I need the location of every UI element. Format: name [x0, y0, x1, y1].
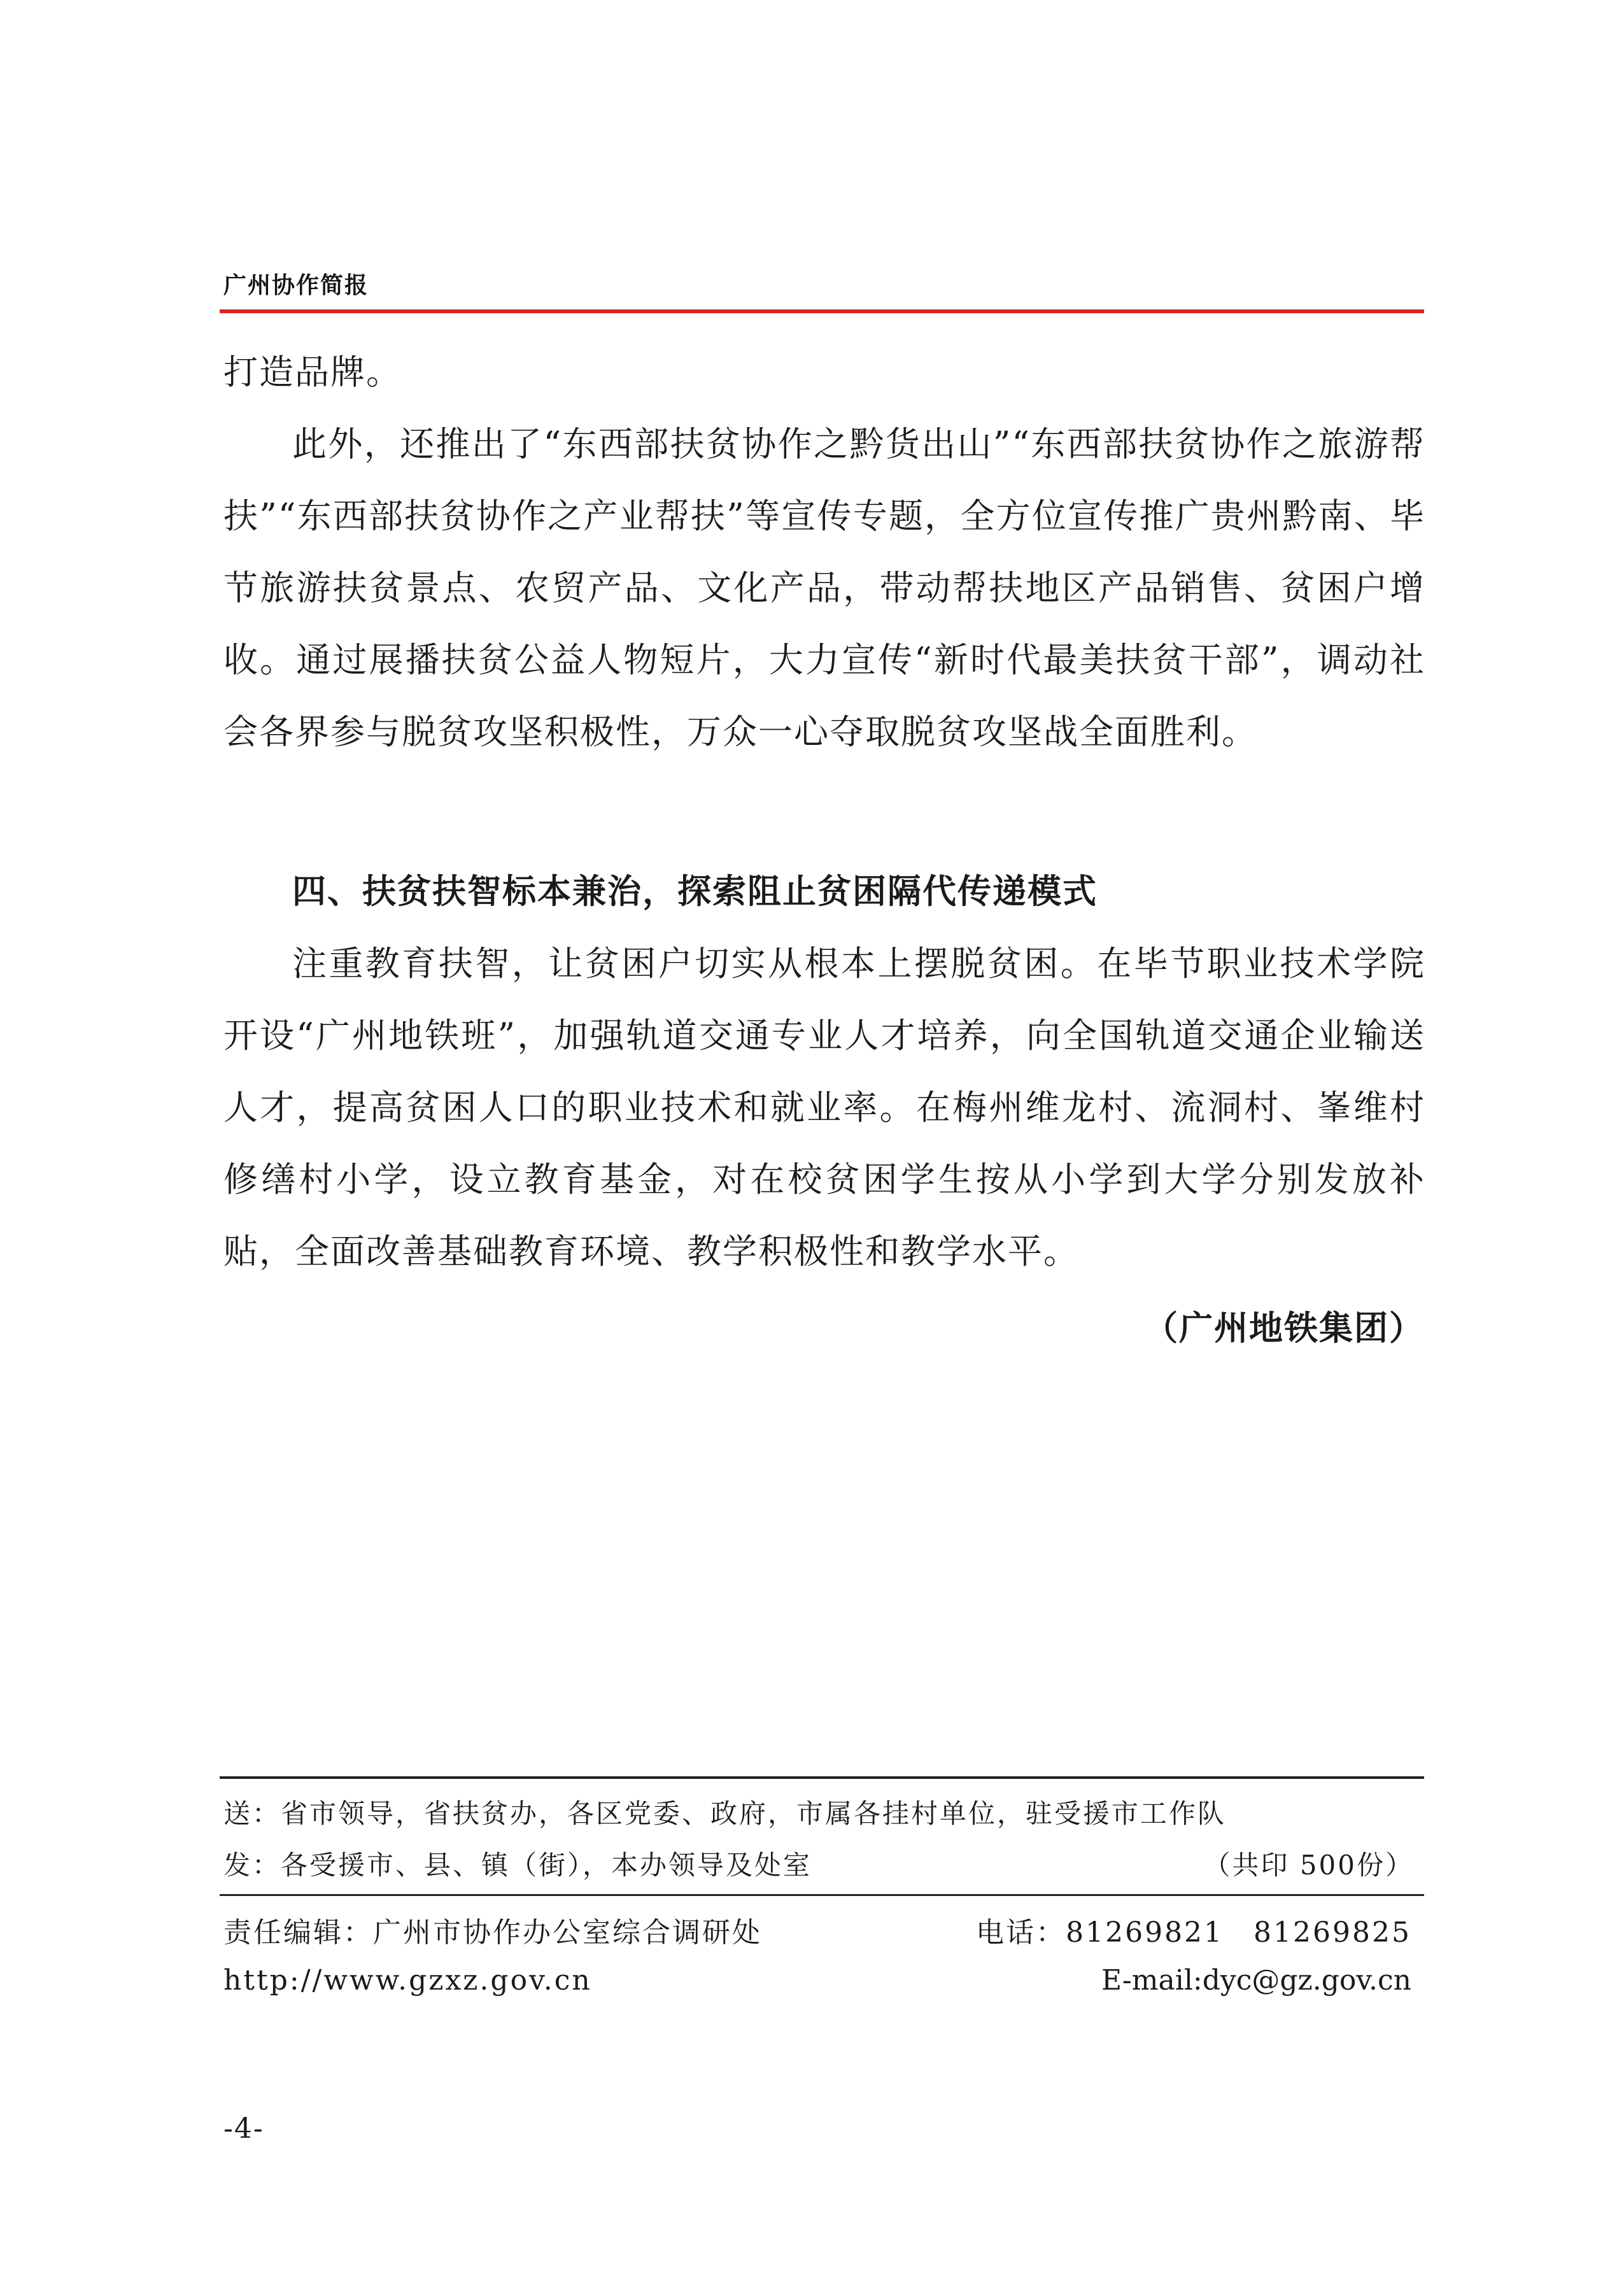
footer-distribute-to: 发：各受援市、县、镇（街），本办领导及处室	[223, 1850, 812, 1881]
section-heading-4: 四、扶贫扶智标本兼治，探索阻止贫困隔代传递模式	[292, 872, 1098, 911]
paragraph-continuation: 打造品牌。	[223, 352, 402, 392]
footer-editor: 责任编辑：广州市协作办公室综合调研处	[223, 1916, 762, 1949]
paragraph-publicity: 此外，还推出了“东西部扶贫协作之黔货出山”“东西部扶贫协作之旅游帮扶”“东西部扶贫协作之产业帮扶”等宣传专题，全方位宣传推广贵州黔南、毕节旅游扶贫景点、农贸产品、文化产品，带动帮扶地区产品销售、贫困户增收。通过展播扶贫公益人物短片，大力宣传“新时代最美扶贫干部”，调动社会各界参与脱贫攻坚积极性，万众一心夺取脱贫攻坚战全面胜利。	[223, 424, 1425, 752]
footer-website[interactable]: http://www.gzxz.gov.cn	[223, 1964, 592, 1997]
page-number: -4-	[223, 2112, 264, 2145]
footer-copies: （共印 500份）	[1203, 1850, 1414, 1881]
author-signature: （广州地铁集团）	[1144, 1309, 1424, 1348]
footer-top-rule	[220, 1776, 1424, 1779]
paragraph-education: 注重教育扶智，让贫困户切实从根本上摆脱贫困。在毕节职业技术学院开设“广州地铁班”，加强轨道交通专业人才培养，向全国轨道交通企业输送人才，提高贫困人口的职业技术和就业率。在梅州维龙村、流洞村、峯维村修缮村小学，设立教育基金，对在校贫困学生按从小学到大学分别发放补贴，全面改善基础教育环境、教学积极性和教学水平。	[223, 944, 1425, 1271]
footer-phone: 电话：81269821 81269825	[976, 1916, 1411, 1949]
footer-email[interactable]: E-mail:dyc@gz.gov.cn	[1101, 1964, 1411, 1997]
header-red-rule	[220, 309, 1424, 313]
footer-send-to: 送：省市领导，省扶贫办，各区党委、政府，市属各挂村单位，驻受援市工作队	[223, 1798, 1227, 1829]
publication-title: 广州协作简报	[223, 272, 369, 299]
footer-middle-rule	[220, 1894, 1424, 1896]
